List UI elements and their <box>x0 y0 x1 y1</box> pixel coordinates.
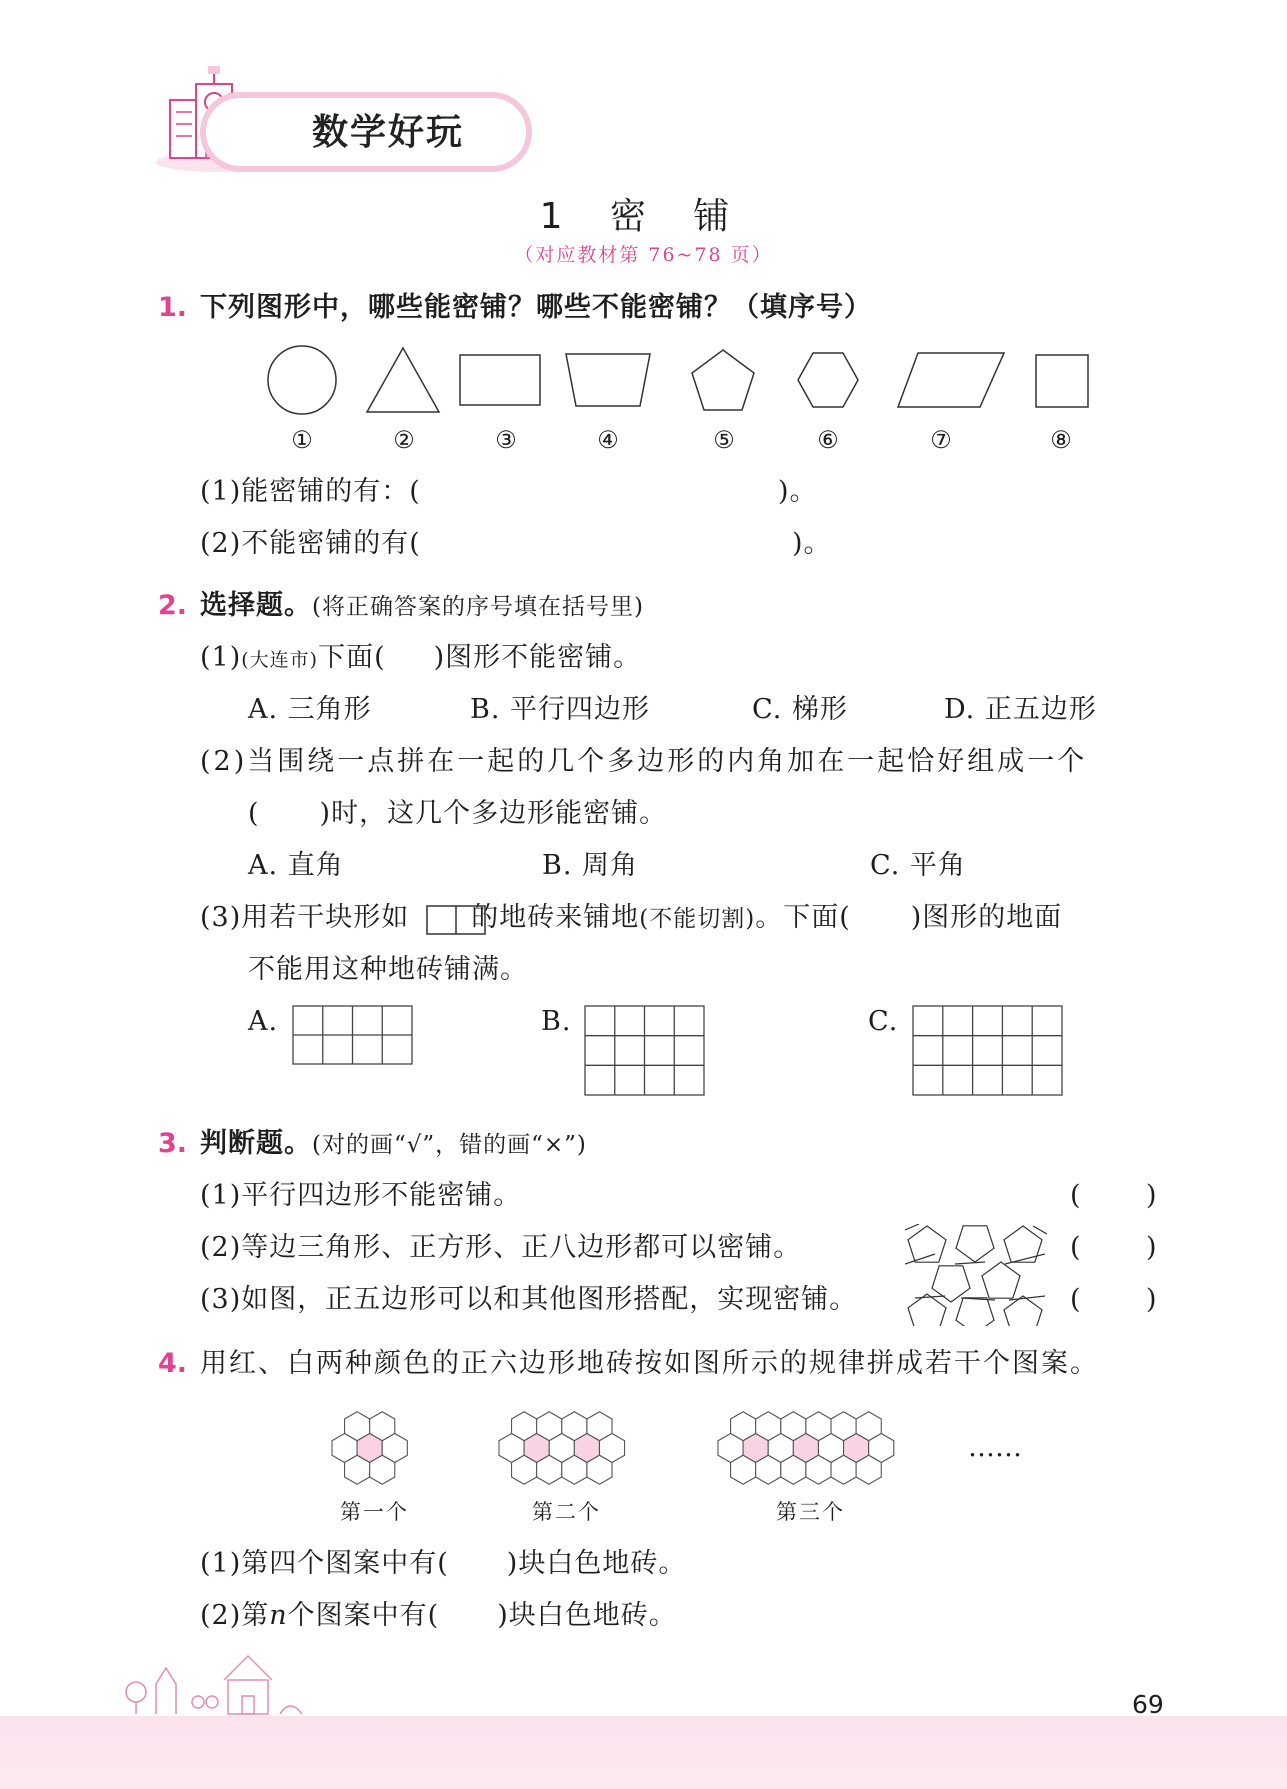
pattern-ellipsis: …… <box>968 1432 1022 1463</box>
q1-sub2-prefix: (2)不能密铺的有( <box>200 528 421 559</box>
q2-s2-line1: (2)当围绕一点拼在一起的几个多边形的内角加在一起恰好组成一个 <box>200 746 1088 777</box>
q4-sub2-b: 个图案中有( <box>287 1600 440 1631</box>
q2-s3-option-b: B. <box>541 1006 572 1037</box>
tiling-edge <box>905 1224 919 1230</box>
shape-label-6: ⑥ <box>817 426 839 454</box>
pentagon-shape <box>692 350 754 410</box>
caption-pattern-3: 第三个 <box>776 1500 845 1524</box>
q3-answer-close-3: ) <box>1146 1284 1157 1315</box>
pentagon-tile <box>956 1298 994 1326</box>
question-2-number: 2. <box>158 590 188 621</box>
footer-band <box>0 1716 1287 1789</box>
q3-answer-close-2: ) <box>1146 1232 1157 1263</box>
pentagon-tile <box>908 1294 946 1326</box>
q4-sub1-b: )块白色地砖。 <box>506 1548 687 1579</box>
q3-answer-open-1: ( <box>1070 1180 1081 1211</box>
question-2-title: 选择题。 <box>200 590 312 621</box>
q2-s2-line2 <box>248 798 667 830</box>
tiling-edge <box>1033 1226 1047 1234</box>
grid-option-b <box>584 1004 706 1098</box>
caption-pattern-1: 第一个 <box>340 1500 409 1524</box>
q2-s2-option-c: C. 平角 <box>870 850 966 881</box>
pentagon-tile <box>956 1226 994 1262</box>
chapter-title: 1 密 铺 <box>539 196 748 237</box>
q2-s3-line1-d: )图形的地面 <box>910 902 1063 933</box>
pentagon-tile <box>982 1262 1020 1298</box>
question-3-title: 判断题。 <box>200 1128 312 1159</box>
question-3-heading <box>200 1128 587 1161</box>
tiling-edge <box>955 1262 985 1264</box>
q4-sub1-a: (1)第四个图案中有( <box>200 1548 449 1579</box>
parallelogram-shape <box>898 353 1004 407</box>
hexagon-shape <box>798 353 858 407</box>
question-1-number: 1. <box>158 292 188 323</box>
shape-label-4: ④ <box>597 426 619 454</box>
q2-s3-line1-b: 的地砖来铺地 <box>471 902 640 933</box>
pentagon-tiling-figure <box>905 1224 1047 1326</box>
caption-pattern-2: 第二个 <box>532 1500 601 1524</box>
q2-s1-prefix: (1) <box>200 642 242 673</box>
q2-s1-option-a: A. 三角形 <box>248 694 372 725</box>
shape-label-5: ⑤ <box>713 426 735 454</box>
q1-sub1-prefix: (1)能密铺的有：( <box>200 476 421 507</box>
shape-label-2: ② <box>393 426 415 454</box>
q2-s1-text-a: 下面( <box>318 642 386 673</box>
q2-s1-option-b: B. 平行四边形 <box>470 694 651 725</box>
q4-sub2-n: n <box>269 1600 288 1631</box>
q1-sub2-suffix: )。 <box>792 528 832 559</box>
question-4-number: 4. <box>158 1348 188 1379</box>
q2-s3-line1-hint: (不能切割) <box>639 906 756 932</box>
q2-s2-line2-b: )时，这几个多边形能密铺。 <box>319 798 668 829</box>
question-1-title: 下列图形中，哪些能密铺？哪些不能密铺？（填序号） <box>200 292 872 323</box>
grid-option-a <box>292 1004 414 1068</box>
q2-s3-option-c: C. <box>868 1006 899 1037</box>
shape-label-1: ① <box>291 426 313 454</box>
grid-option-c <box>912 1004 1064 1098</box>
hex-pattern-3 <box>716 1406 896 1490</box>
shape-label-7: ⑦ <box>930 426 952 454</box>
tile-1x2-icon <box>425 902 489 938</box>
square-shape <box>1036 355 1088 407</box>
footer-town-illustration <box>120 1640 340 1716</box>
question-3-number: 3. <box>158 1128 188 1159</box>
q2-s2-line2-a: ( <box>248 798 260 829</box>
q3-item-1: (1)平行四边形不能密铺。 <box>200 1180 522 1211</box>
triangle-shape <box>367 348 439 412</box>
q3-answer-open-3: ( <box>1070 1284 1081 1315</box>
chapter-reference: （对应教材第 76~78 页） <box>514 244 773 266</box>
q2-s1-option-d: D. 正五边形 <box>944 694 1097 725</box>
q2-s2-option-a: A. 直角 <box>248 850 344 881</box>
question-3-hint: (对的画“√”，错的画“×”) <box>312 1132 587 1158</box>
rectangle-shape <box>460 355 540 405</box>
q1-shapes <box>250 340 1100 420</box>
q2-s3-option-a: A. <box>248 1006 279 1037</box>
hex-pattern-2 <box>497 1406 627 1490</box>
shape-label-3: ③ <box>495 426 517 454</box>
question-2-heading <box>200 590 644 623</box>
q2-s1-option-c: C. 梯形 <box>752 694 848 725</box>
q4-sub2-a: (2)第 <box>200 1600 270 1631</box>
q4-sub2 <box>200 1600 677 1632</box>
q4-sub2-c: )块白色地砖。 <box>497 1600 677 1631</box>
question-2-hint: (将正确答案的序号填在括号里) <box>312 594 644 620</box>
page-number: 69 <box>1132 1690 1164 1719</box>
q2-s1-text-b: )图形不能密铺。 <box>433 642 642 673</box>
shape-label-8: ⑧ <box>1050 426 1072 454</box>
q2-s3-line1-c: 。下面( <box>755 902 851 933</box>
circle-shape <box>268 346 336 414</box>
question-4-title: 用红、白两种颜色的正六边形地砖按如图所示的规律拼成若干个图案。 <box>200 1348 1099 1379</box>
q2-s3-line1-a: (3)用若干块形如 <box>200 902 410 933</box>
q3-item-2: (2)等边三角形、正方形、正八边形都可以密铺。 <box>200 1232 802 1263</box>
q3-answer-close-1: ) <box>1146 1180 1157 1211</box>
q4-sub1 <box>200 1548 686 1580</box>
q3-answer-open-2: ( <box>1070 1232 1081 1263</box>
hex-pattern-1 <box>330 1406 410 1490</box>
q3-item-3: (3)如图，正五边形可以和其他图形搭配，实现密铺。 <box>200 1284 858 1315</box>
trapezoid-shape <box>566 354 650 406</box>
q2-s1-source: (大连市) <box>241 649 319 671</box>
q1-sub1-suffix: )。 <box>778 476 818 507</box>
q2-s3-line2: 不能用这种地砖铺满。 <box>248 954 528 985</box>
section-title: 数学好玩 <box>312 112 465 153</box>
q2-sub1-line <box>200 642 641 676</box>
q2-s2-option-b: B. 周角 <box>542 850 639 881</box>
q2-s3-line1 <box>200 902 1062 935</box>
